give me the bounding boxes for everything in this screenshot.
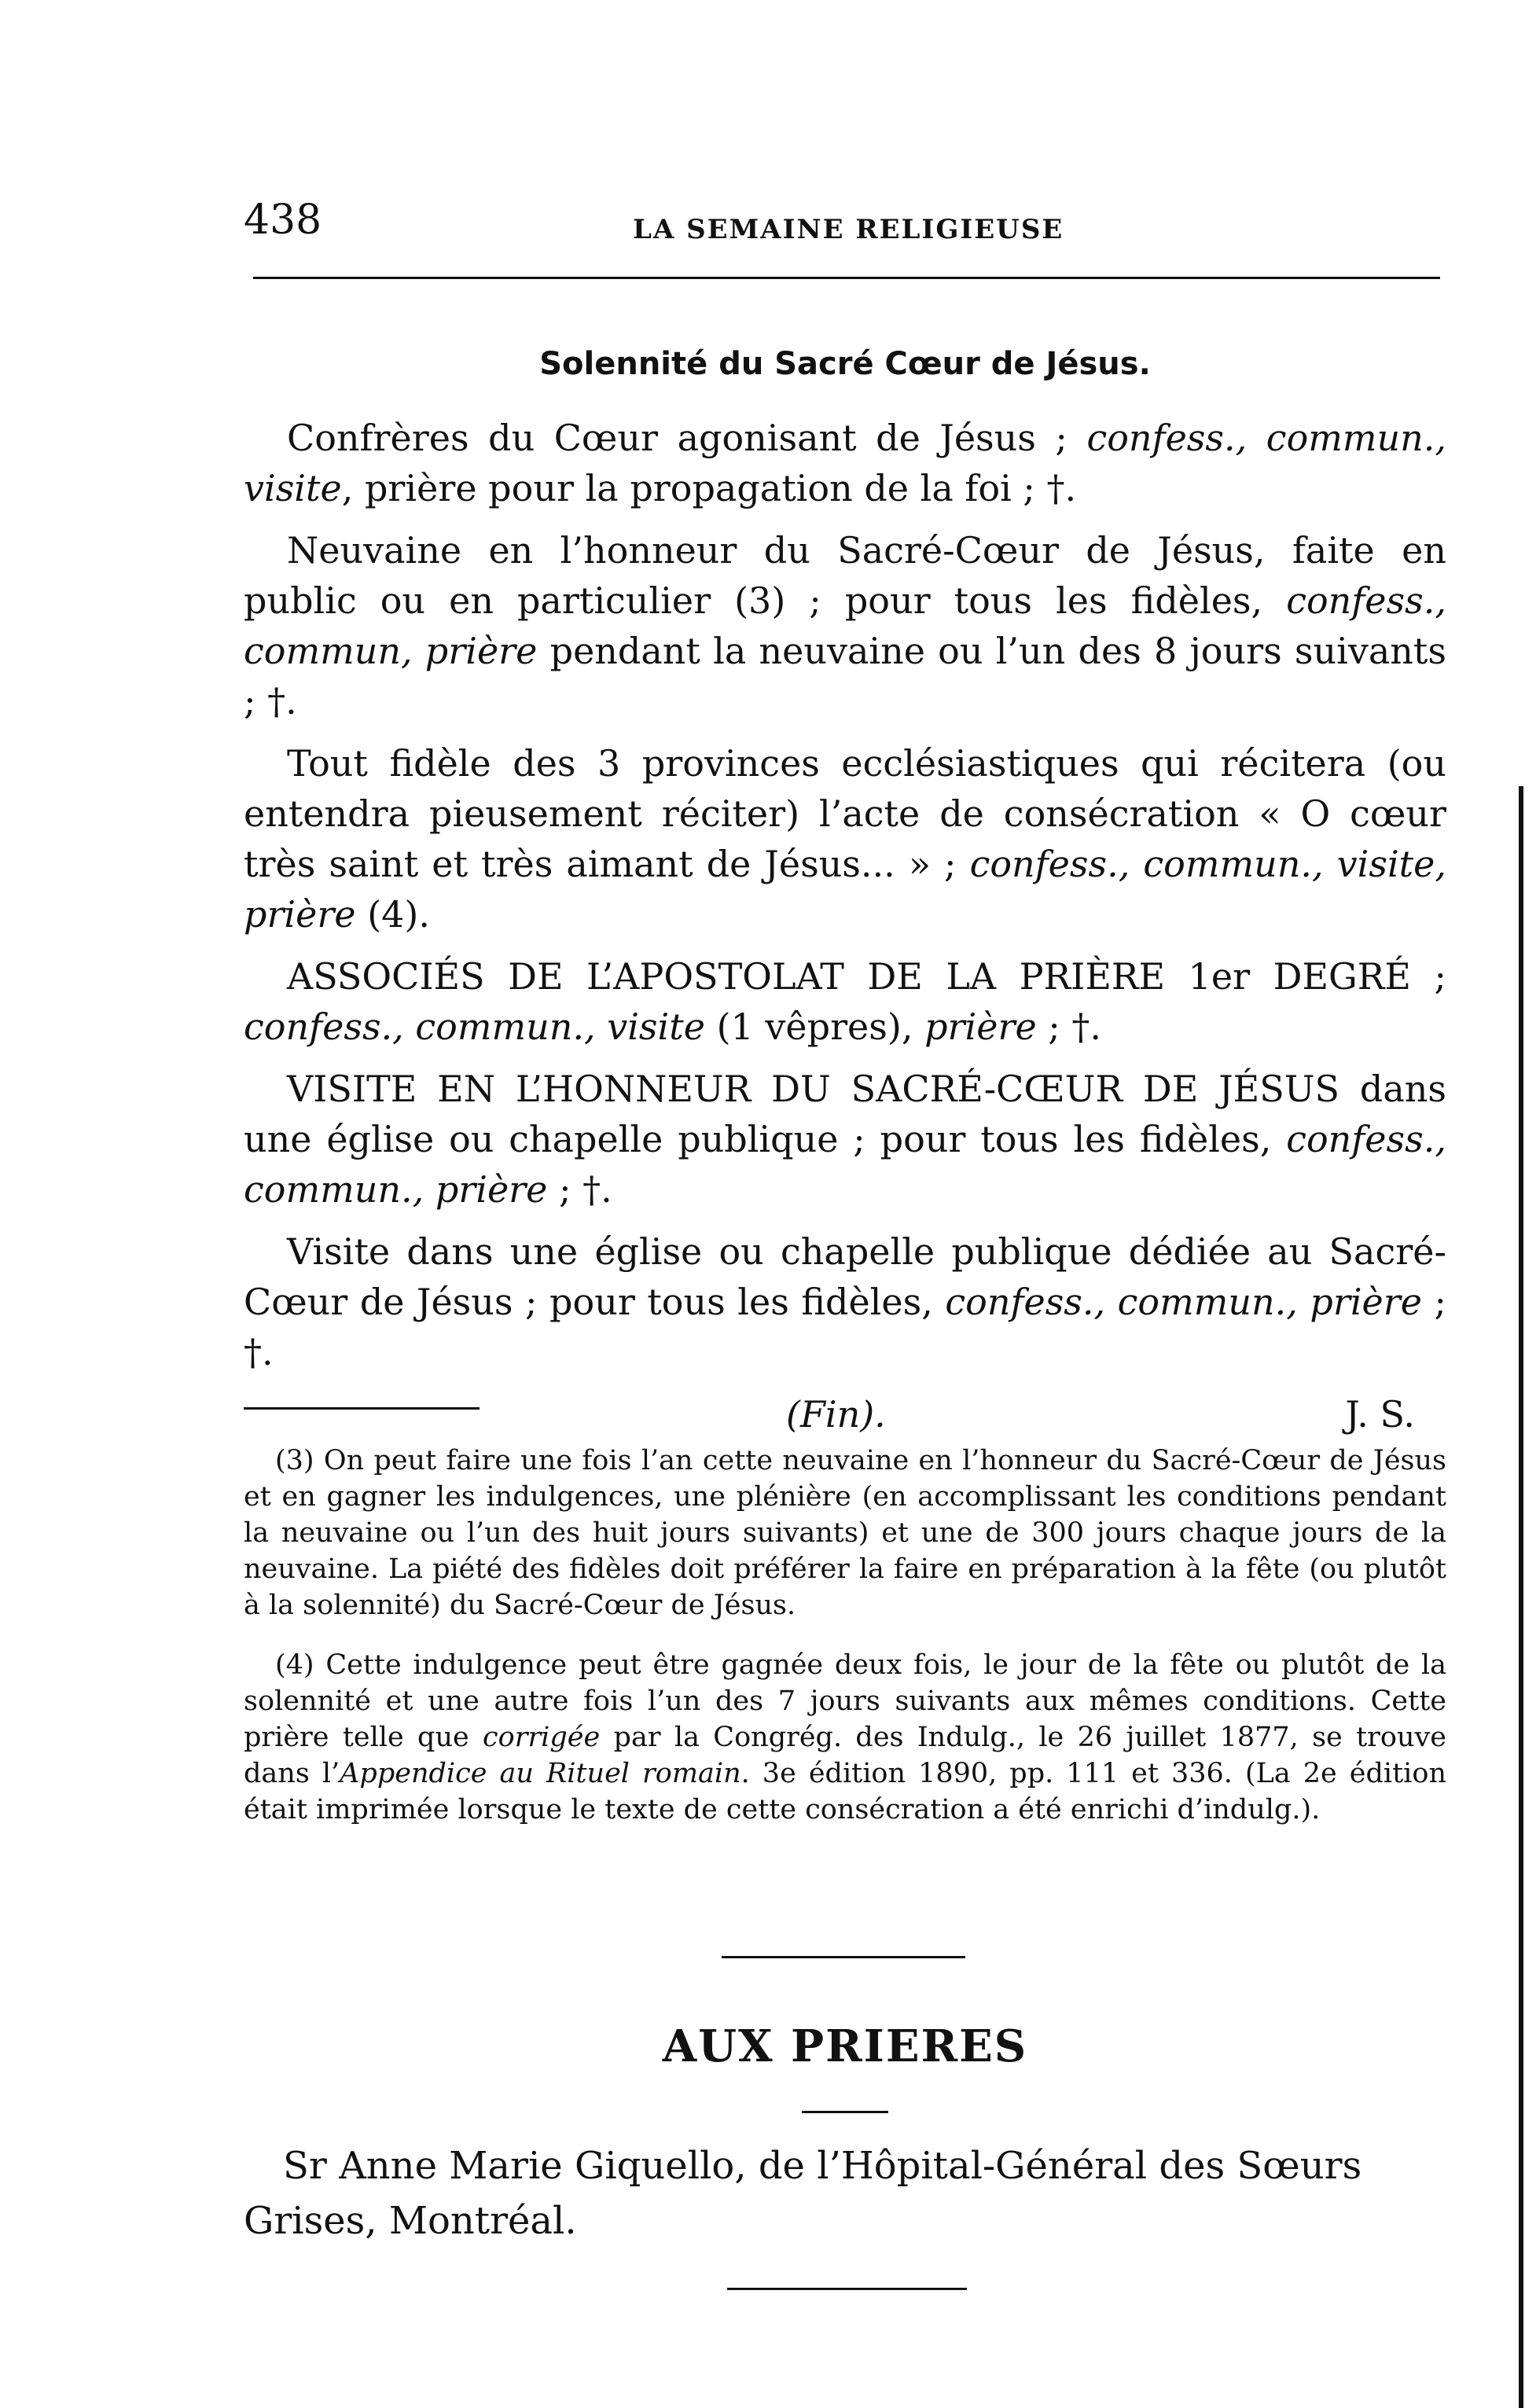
signature: J. S. — [1345, 1393, 1415, 1436]
page-number: 438 — [244, 197, 322, 244]
paragraph: Neuvaine en l’honneur du Sacré-Cœur de Jésus, faite en public ou en particulier (3) ; pour tous les fidèles, confess., commun, prière pendant la neuvaine ou l’un des 8 jours suivants ; †. — [244, 529, 1446, 722]
footnotes — [244, 1443, 1446, 1851]
prayers-title-rule — [802, 2111, 888, 2113]
body-text — [244, 413, 1446, 1439]
page-edge — [1519, 786, 1523, 2408]
paragraph: ASSOCIÉS DE L’APOSTOLAT DE LA PRIÈRE 1er DEGRÉ ; confess., commun., visite (1 vêpres), prière ; †. — [244, 955, 1446, 1048]
prayers-title: AUX PRIERES — [662, 2020, 1028, 2072]
section-title: Solennité du Sacré Cœur de Jésus. — [539, 346, 1151, 382]
separator-rule — [722, 1956, 965, 1958]
page-header — [244, 197, 1446, 252]
running-title: LA SEMAINE RELIGIEUSE — [633, 214, 1064, 245]
footnote: (3) On peut faire une fois l’an cette neuvaine en l’honneur du Sacré-Cœur de Jésus et en gagner les indulgences, une plénière (en accomplissant les conditions pendant la neuvaine ou l’un des huit jours suivants) et une de 300 jours chaque jours de la neuvaine. La piété des fidèles doit préférer la faire en préparation à la fête (ou plutôt à la solennité) du Sacré-Cœur de Jésus. — [244, 1445, 1446, 1621]
paragraph: Visite dans une église ou chapelle publique dédiée au Sacré-Cœur de Jésus ; pour tous les fidèles, confess., commun., prière ; †. — [244, 1230, 1446, 1373]
bottom-rule — [727, 2288, 967, 2290]
fin-mark: (Fin). — [786, 1393, 886, 1436]
header-rule — [253, 277, 1440, 279]
footnote: (4) Cette indulgence peut être gagnée deux fois, le jour de la fête ou plutôt de la solennité et une autre fois l’un des 7 jours suivants aux mêmes conditions. Cette prière telle que corrigée par la Congrég. des Indulg., le 26 juillet 1877, se trouve dans l’Appendice au Rituel romain. 3e édition 1890, pp. 111 et 336. (La 2e édition était imprimée lorsque le texte de cette consécration a été enrichi d’indulg.). — [244, 1649, 1446, 1825]
closing-line — [244, 1389, 1446, 1439]
paragraph: VISITE EN L’HONNEUR DU SACRÉ-CŒUR DE JÉSUS dans une église ou chapelle publique ; pour tous les fidèles, confess., commun., prière ; †. — [244, 1068, 1446, 1211]
paragraph: Tout fidèle des 3 provinces ecclésiastiques qui récitera (ou entendra pieusement réciter) l’acte de consécration « O cœur très saint et très aimant de Jésus... » ; confess., commun., visite, prière (4). — [244, 742, 1446, 936]
paragraph: Confrères du Cœur agonisant de Jésus ; confess., commun., visite, prière pour la propagation de la foi ; †. — [244, 417, 1446, 509]
prayers-text: Sr Anne Marie Giquello, de l’Hôpital-Général des Sœurs Grises, Montréal. — [244, 2144, 1362, 2243]
footnote-rule — [244, 1407, 480, 1410]
